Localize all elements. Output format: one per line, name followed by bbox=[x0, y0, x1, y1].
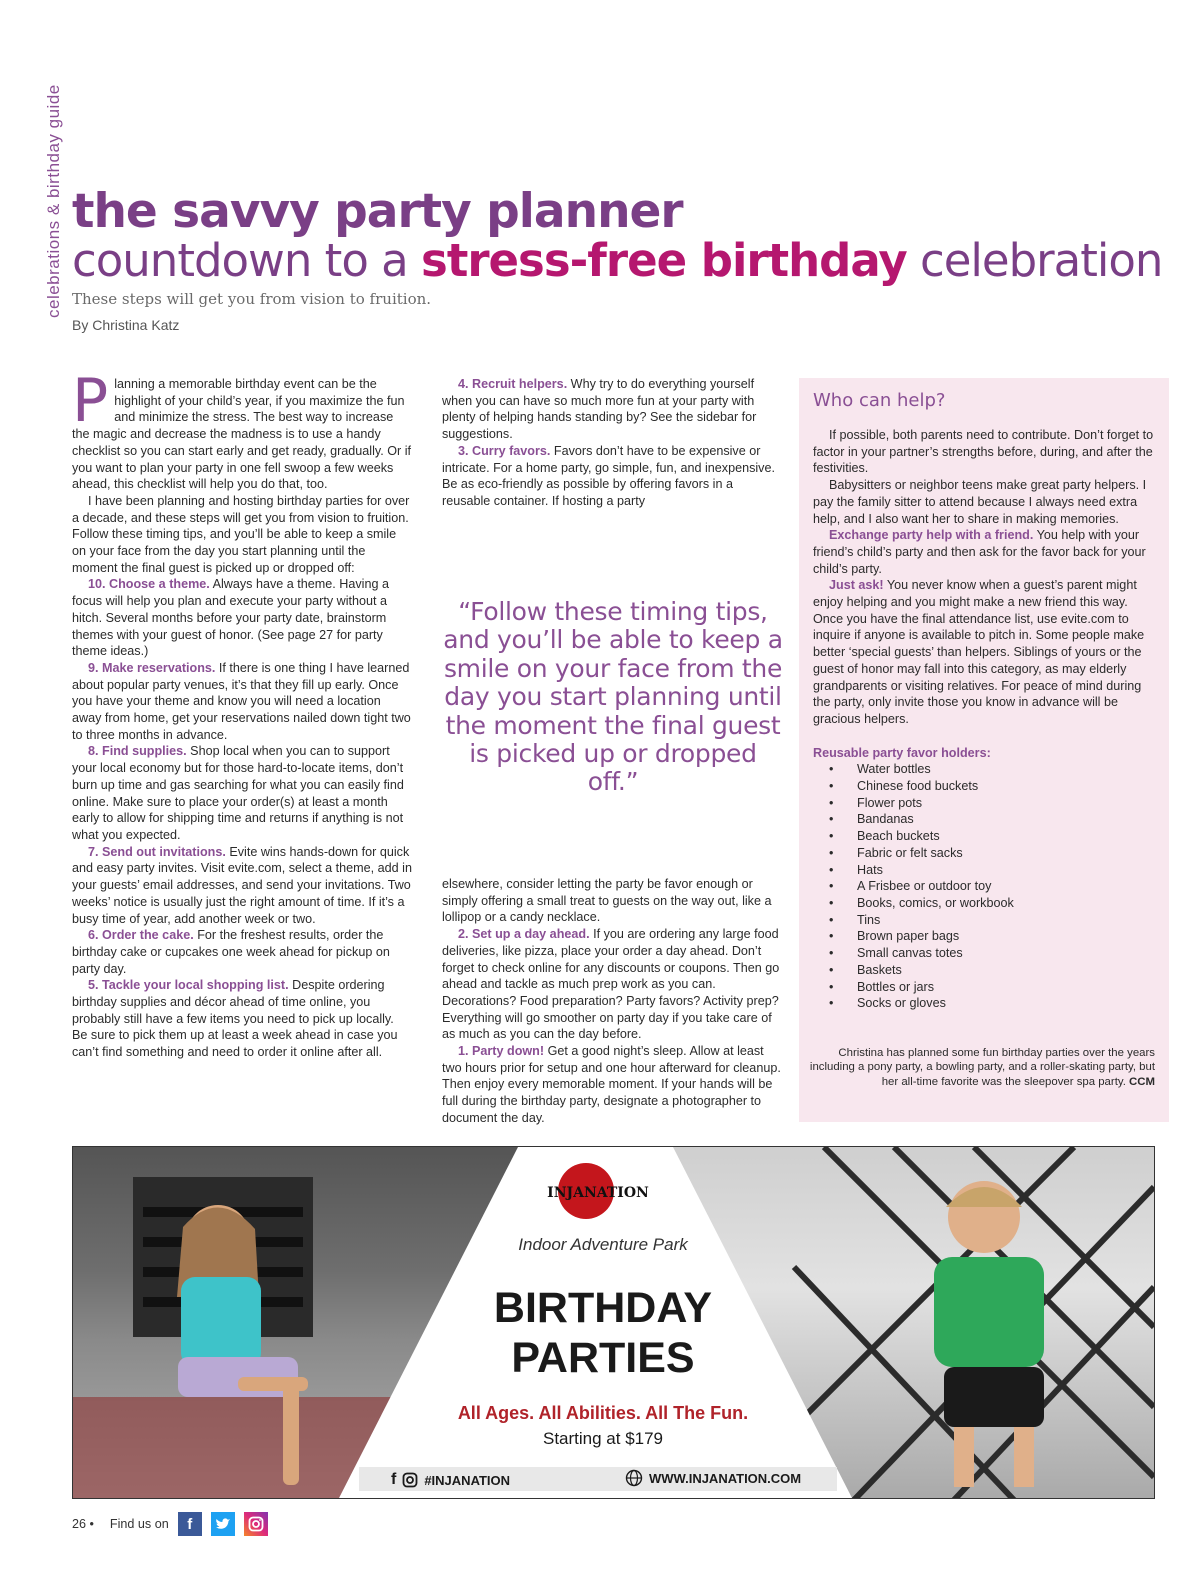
drop-cap: P bbox=[72, 366, 109, 436]
list-item: • A Frisbee or outdoor toy bbox=[829, 879, 992, 894]
page-footer bbox=[72, 1512, 268, 1536]
step-lead: 3. Curry favors. bbox=[458, 443, 551, 458]
pull-quote: “Follow these timing tips, and you’ll be able to keep a smile on your face from the day you start planning until the moment the final guest is picked up or dropped off.” bbox=[443, 597, 783, 797]
deck: These steps will get you from vision to fruition. bbox=[72, 290, 432, 308]
step-paragraph: 1. Party down! Get a good night’s sleep. Allow at least two hours prior for setup and one hour afterward for cleanup. Then enjoy every memorable moment. If your hands will be full during the birthday party, designate a photographer to document the day. bbox=[442, 1044, 781, 1125]
headline-line-2: countdown to a stress-free birthday celebration bbox=[72, 234, 1163, 287]
headline: the savvy party planner bbox=[72, 184, 683, 239]
sidebar-paragraph: Just ask! You never know when a guest’s parent might enjoy helping and you might make a new friend this way. Once you have the final attendance list, use evite.com to inquire if anyone is available to pitch in. Some people make better ‘special guests’ than helpers. Siblings of yours or the guest of honor may fall into this category, as may elderly grandparents or visiting relatives. For peace of mind during the party, only invite those you know in advance will be gracious helpers. bbox=[813, 578, 1145, 726]
instagram-icon[interactable] bbox=[402, 1472, 418, 1488]
step-lead: 6. Order the cake. bbox=[88, 928, 194, 943]
step-paragraph: 9. Make reservations. If there is one thing I have learned about popular party venues, it’s that they fill up early. Once you have your theme and know you will need a location away from home, get your reservations nailed down tight two to three months in advance. bbox=[72, 660, 411, 742]
article-column-1 bbox=[72, 366, 412, 1061]
list-item: • Tins bbox=[829, 912, 881, 927]
list-item: • Beach buckets bbox=[829, 829, 940, 844]
article-column-2-bottom bbox=[442, 876, 784, 1127]
step-lead: 9. Make reservations. bbox=[88, 660, 216, 675]
step-lead: 1. Party down! bbox=[458, 1044, 545, 1059]
sidebar-paragraph: Exchange party help with a friend. You help with your friend’s child’s party and then ask for the favor back for your child’s party. bbox=[813, 528, 1146, 576]
list-item: • Chinese food buckets bbox=[829, 779, 979, 794]
author-bio: Christina has planned some fun birthday parties over the years including a pony party, a bowling party, and a roller-skating party, but her all-time favorite was the sleepover spa party. CCM bbox=[809, 1047, 1155, 1088]
byline: By Christina Katz bbox=[72, 317, 180, 333]
article-column-2-top bbox=[442, 376, 784, 510]
list-item: • Baskets bbox=[829, 962, 902, 977]
list-item: • Brown paper bags bbox=[829, 929, 960, 944]
list-item: • Fabric or felt sacks bbox=[829, 845, 963, 860]
instagram-icon[interactable] bbox=[244, 1512, 268, 1536]
section-label: celebrations & birthday guide bbox=[44, 84, 63, 318]
step-paragraph: 2. Set up a day ahead. If you are ordering any large food deliveries, like pizza, place your order a day ahead. Don’t forget to check online for any discounts or coupons. Then go ahead and tackle as much prep work as you can. Decorations? Food preparation? Party favors? Activity prep? Everything will go smoother on party day if you take care of as much as you can the day before. bbox=[442, 927, 780, 1042]
list-item: • Socks or gloves bbox=[829, 996, 946, 1011]
injanation-logo bbox=[542, 1161, 654, 1221]
ad-price: Starting at $179 bbox=[542, 1429, 664, 1448]
step-lead: 7. Send out invitations. bbox=[88, 844, 226, 859]
step-lead: 5. Tackle your local shopping list. bbox=[88, 978, 289, 993]
ad-subtitle: Indoor Adventure Park bbox=[518, 1235, 688, 1254]
list-item: • Small canvas totes bbox=[829, 946, 963, 961]
step-paragraph: 5. Tackle your local shopping list. Despite ordering birthday supplies and décor ahead of time online, you probably still have a few items you need to pick up locally. Be sure to pick them up at least a week ahead in case you can’t find something and need to order it online after all. bbox=[72, 978, 398, 1060]
list-item: • Water bottles bbox=[829, 762, 931, 777]
step-paragraph: 7. Send out invitations. Evite wins hands-down for quick and easy party invites. Visit evite.com, select a theme, add in your guests’ email addresses, and send your invitations. Two weeks’ notice is usually just the right amount of time. If it’s a busy time of year, add another week or two. bbox=[72, 844, 412, 926]
twitter-icon[interactable] bbox=[211, 1512, 235, 1536]
ad-tagline: All Ages. All Abilities. All The Fun. bbox=[457, 1403, 749, 1423]
page-number: 26 • bbox=[72, 1517, 94, 1531]
ad-website-link[interactable]: WWW.INJANATION.COM bbox=[625, 1469, 801, 1487]
list-item: • Bottles or jars bbox=[829, 979, 934, 994]
favor-list bbox=[813, 761, 1155, 1012]
sidebar-paragraph: If possible, both parents need to contribute. Don’t forget to factor in your partner’s strengths before, during, and after the festivities. bbox=[813, 428, 1154, 476]
intro-paragraph: Planning a memorable birthday event can be the highlight of your child’s year, if you maximize the fun and minimize the stress. The best way to increase the magic and decrease the madness is to use a handy checklist so you can start early and get ready, gradually. Or if you want to plan your party in one fell swoop a few weeks ahead, this checklist will help you do that, too. bbox=[72, 366, 412, 492]
globe-icon bbox=[625, 1469, 643, 1487]
step-lead: 10. Choose a theme. bbox=[88, 577, 210, 592]
step-paragraph: 6. Order the cake. For the freshest results, order the birthday cake or cupcakes one week ahead for pickup on party day. bbox=[72, 928, 390, 976]
step-lead: 2. Set up a day ahead. bbox=[458, 927, 590, 942]
step-paragraph: 8. Find supplies. Shop local when you can to support your local economy but for those hard-to-locate items, don’t burn up time and gas searching for what you can easily find online. Make sure to place your order(s) at least a month early to allow for shipping time and returns if anything is not what you expected. bbox=[72, 744, 404, 842]
facebook-icon[interactable]: f bbox=[178, 1512, 202, 1536]
svg-text:INJANATION: INJANATION bbox=[547, 1185, 649, 1201]
find-us-label: Find us on bbox=[109, 1517, 169, 1531]
headline-highlight: stress-free birthday bbox=[421, 234, 907, 287]
step-paragraph: 10. Choose a theme. Always have a theme. Having a focus will help you plan and execute your party without a hitch. Several months before your party date, brainstorm themes with your guest of honor. (See page 27 for party theme ideas.) bbox=[72, 577, 389, 659]
step-lead: 8. Find supplies. bbox=[88, 744, 187, 759]
sidebar-text bbox=[813, 427, 1155, 728]
list-item: • Flower pots bbox=[829, 795, 923, 810]
injanation-ad[interactable] bbox=[72, 1146, 1155, 1499]
sidebar-paragraph: Babysitters or neighbor teens make great party helpers. I pay the family sitter to attend because I always need extra help, and I also want her to share in making memories. bbox=[813, 478, 1147, 526]
step-paragraph: 3. Curry favors. Favors don’t have to be expensive or intricate. For a home party, go simple, fun, and inexpensive. Be as eco-friendly as possible by offering favors in a reusable container. If hosting a party bbox=[442, 443, 775, 508]
continued-paragraph: elsewhere, consider letting the party be favor enough or simply offering a small treat to guests on the way out, like a lollipop or a candy necklace. bbox=[442, 877, 772, 925]
step-paragraph: 4. Recruit helpers. Why try to do everything yourself when you can have so much more fun at your party with plenty of helping hands standing by? See the sidebar for suggestions. bbox=[442, 377, 757, 442]
intro-paragraph-2: I have been planning and hosting birthday parties for over a decade, and these steps will get you from vision to fruition. Follow these timing tips, and you’ll be able to keep a smile on your face from the day you start planning until the moment the final guest is picked up or dropped off: bbox=[72, 493, 410, 575]
list-item: • Books, comics, or workbook bbox=[829, 895, 1014, 910]
signature: CCM bbox=[1129, 1075, 1155, 1088]
list-item: • Hats bbox=[829, 862, 883, 877]
sidebar-who-can-help bbox=[799, 378, 1169, 1122]
favor-list-title: Reusable party favor holders: bbox=[813, 745, 991, 760]
list-item: • Bandanas bbox=[829, 812, 914, 827]
facebook-icon[interactable]: f bbox=[391, 1471, 397, 1488]
sidebar-title: Who can help? bbox=[813, 390, 946, 411]
ad-social-link[interactable]: f #INJANATION bbox=[391, 1471, 511, 1488]
ad-headline: BIRTHDAY PARTIES bbox=[493, 1284, 713, 1382]
step-lead: 4. Recruit helpers. bbox=[458, 377, 568, 391]
